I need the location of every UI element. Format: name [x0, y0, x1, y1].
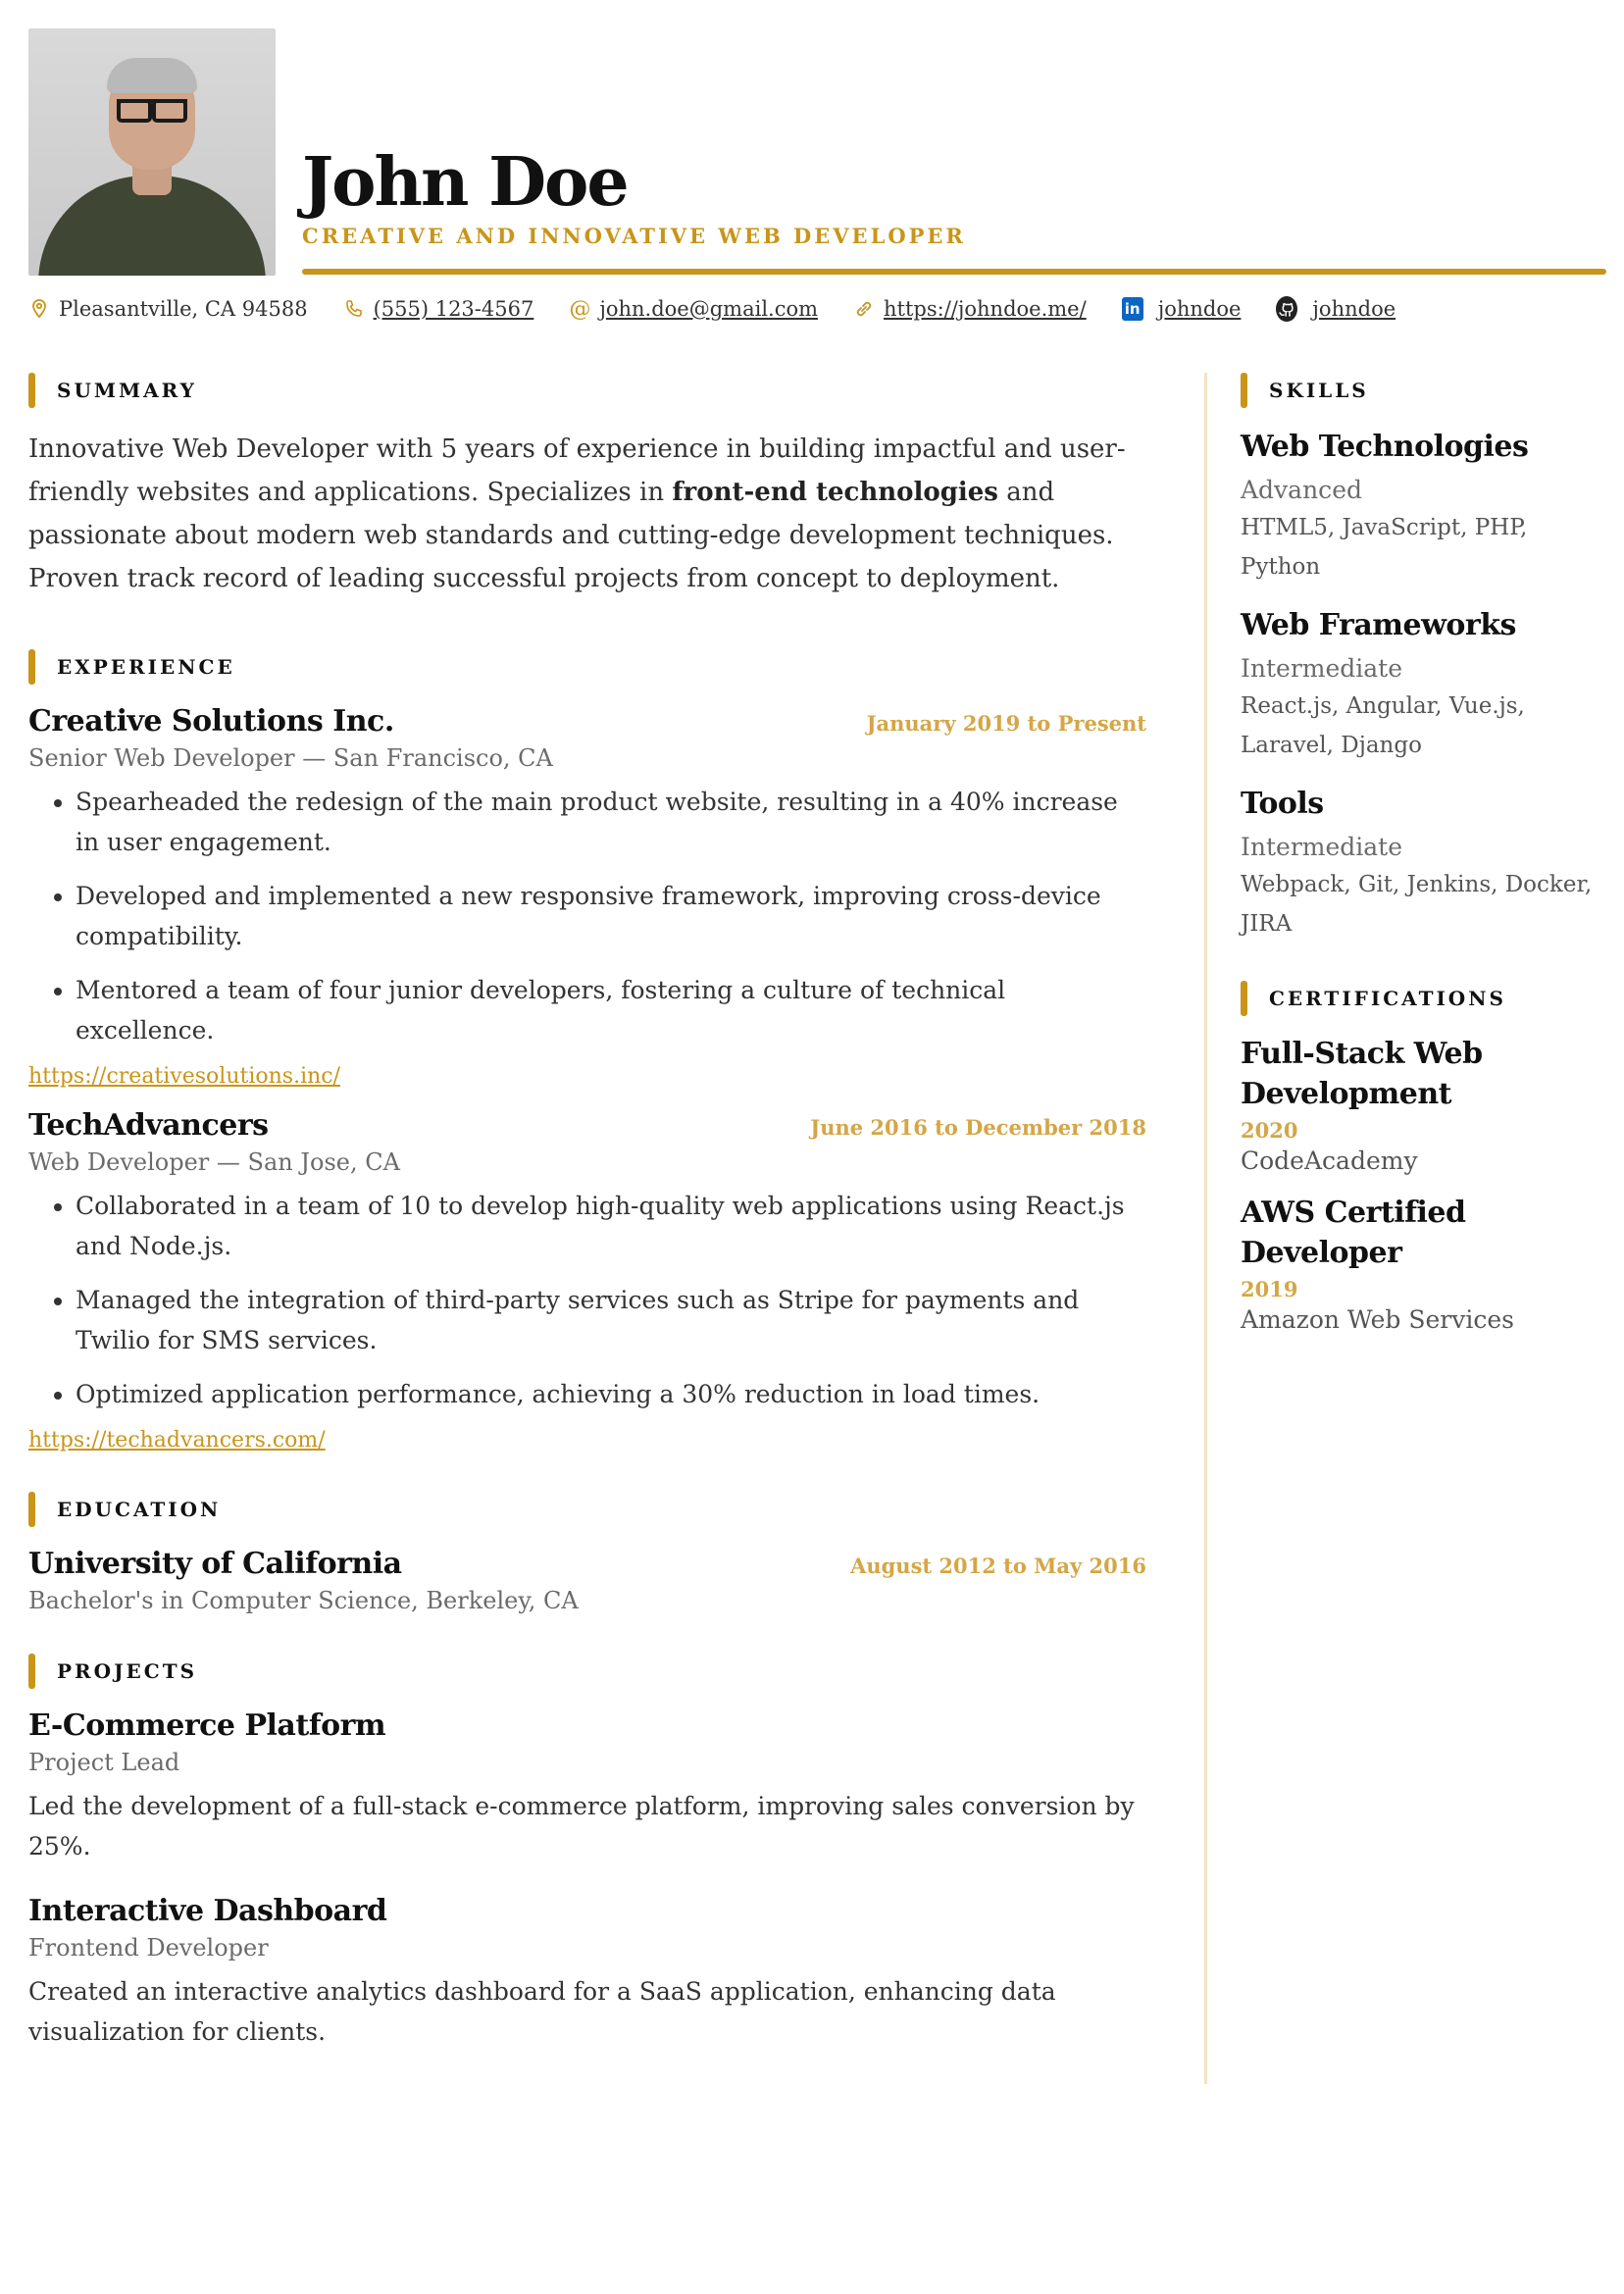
main-column — [28, 373, 1146, 2052]
company-url-link[interactable]: https://techadvancers.com/ — [28, 1428, 326, 1453]
section-summary-heading: SUMMARY — [28, 373, 1146, 408]
contact-phone[interactable] — [343, 297, 534, 321]
position-location: Senior Web Developer — San Francisco, CA — [28, 744, 553, 772]
project-entry — [28, 1894, 1146, 2052]
skill-entry — [1241, 787, 1603, 943]
certification-issuer: Amazon Web Services — [1241, 1305, 1514, 1334]
skill-keywords: HTML5, JavaScript, PHP, Python — [1241, 515, 1528, 580]
skill-entry — [1241, 430, 1603, 586]
headline: CREATIVE AND INNOVATIVE WEB DEVELOPER — [302, 224, 966, 248]
entry-date: August 2012 to May 2016 — [850, 1554, 1146, 1578]
skill-level: Intermediate — [1241, 654, 1403, 683]
education-entry — [28, 1547, 1146, 1614]
project-description: Led the development of a full-stack e-commerce platform, improving sales conversion by 25%. — [28, 1792, 1135, 1861]
email-link[interactable]: john.doe@gmail.com — [599, 297, 819, 321]
skill-entry — [1241, 608, 1603, 765]
contact-bar — [28, 296, 1431, 322]
certification-year: 2020 — [1241, 1118, 1298, 1143]
project-entry — [28, 1708, 1146, 1866]
certification-entry — [1241, 1034, 1603, 1175]
linkedin-link[interactable]: johndoe — [1157, 297, 1242, 321]
website-link[interactable]: https://johndoe.me/ — [884, 297, 1087, 321]
section-certifications-heading: CERTIFICATIONS — [1241, 981, 1603, 1016]
entry-date: January 2019 to Present — [866, 711, 1146, 736]
institution-name: University of California — [28, 1547, 402, 1581]
map-pin-icon — [28, 299, 50, 319]
highlights-list — [28, 1186, 1146, 1414]
skill-level: Advanced — [1241, 476, 1362, 504]
skill-name: Web Frameworks — [1241, 608, 1516, 642]
list-item: • Spearheaded the redesign of the main product website, resulting in a 40% increase in user engagement. — [76, 782, 1146, 862]
github-icon — [1276, 296, 1297, 322]
at-sign-icon: @ — [569, 296, 591, 322]
project-name: E-Commerce Platform — [28, 1708, 386, 1743]
project-role: Project Lead — [28, 1749, 180, 1776]
list-item: • Managed the integration of third-party services such as Stripe for payments and Twilio for SMS services. — [76, 1280, 1146, 1360]
list-item: • Collaborated in a team of 10 to develop high-quality web applications using React.js and Node.js. — [76, 1186, 1146, 1266]
section-experience-heading: EXPERIENCE — [28, 649, 1146, 685]
skill-keywords: Webpack, Git, Jenkins, Docker, JIRA — [1241, 872, 1593, 937]
project-name: Interactive Dashboard — [28, 1894, 387, 1928]
project-role: Frontend Developer — [28, 1934, 269, 1962]
certification-entry — [1241, 1193, 1603, 1334]
position-location: Web Developer — San Jose, CA — [28, 1148, 400, 1176]
list-item: • Mentored a team of four junior developers, fostering a culture of technical excellence. — [76, 970, 1146, 1050]
github-link[interactable]: johndoe — [1312, 297, 1396, 321]
experience-entry — [28, 1108, 1146, 1453]
column-divider — [1204, 373, 1207, 2084]
project-description: Created an interactive analytics dashboard for a SaaS application, enhancing data visualization for clients. — [28, 1977, 1056, 2046]
profile-photo — [28, 28, 276, 276]
contact-email[interactable] — [569, 297, 818, 322]
contact-website[interactable] — [853, 297, 1087, 321]
contact-linkedin[interactable] — [1122, 297, 1242, 321]
company-name: Creative Solutions Inc. — [28, 704, 394, 739]
list-item: • Developed and implemented a new responsive framework, improving cross-device compatibility. — [76, 876, 1146, 956]
entry-date: June 2016 to December 2018 — [810, 1115, 1146, 1140]
section-education-heading: EDUCATION — [28, 1492, 1146, 1527]
certification-issuer: CodeAcademy — [1241, 1147, 1418, 1175]
skill-name: Tools — [1241, 787, 1324, 821]
certification-name: Full-Stack Web Development — [1241, 1037, 1483, 1111]
phone-link[interactable]: (555) 123-4567 — [373, 297, 534, 321]
company-url-link[interactable]: https://creativesolutions.inc/ — [28, 1064, 341, 1089]
location-text: Pleasantville, CA 94588 — [59, 297, 308, 321]
certification-year: 2019 — [1241, 1277, 1298, 1301]
contact-location — [28, 297, 308, 321]
linkedin-icon: in — [1122, 297, 1143, 321]
section-skills-heading: SKILLS — [1241, 373, 1603, 408]
skill-keywords: React.js, Angular, Vue.js, Laravel, Django — [1241, 693, 1525, 758]
certification-name: AWS Certified Developer — [1241, 1196, 1466, 1270]
section-projects-heading: PROJECTS — [28, 1654, 1146, 1689]
company-name: TechAdvancers — [28, 1108, 269, 1143]
link-icon — [853, 298, 875, 320]
highlights-list — [28, 782, 1146, 1050]
sidebar-column — [1241, 373, 1603, 1334]
phone-icon — [343, 299, 365, 319]
candidate-name: John Doe — [302, 143, 628, 222]
contact-github[interactable] — [1276, 296, 1396, 322]
experience-entry — [28, 704, 1146, 1089]
skill-level: Intermediate — [1241, 833, 1403, 861]
skill-name: Web Technologies — [1241, 430, 1529, 464]
summary-text: Innovative Web Developer with 5 years of experience in building impactful and user-friendly websites and applications. Specializes in front-end technologies and passionate about modern web standards and cutting-edge development techniques. Proven track record of leading successful projects from concept to deployment. — [28, 434, 1126, 593]
header-divider — [302, 269, 1606, 275]
degree-text: Bachelor's in Computer Science, Berkeley, CA — [28, 1587, 579, 1614]
list-item: • Optimized application performance, achieving a 30% reduction in load times. — [76, 1374, 1146, 1414]
